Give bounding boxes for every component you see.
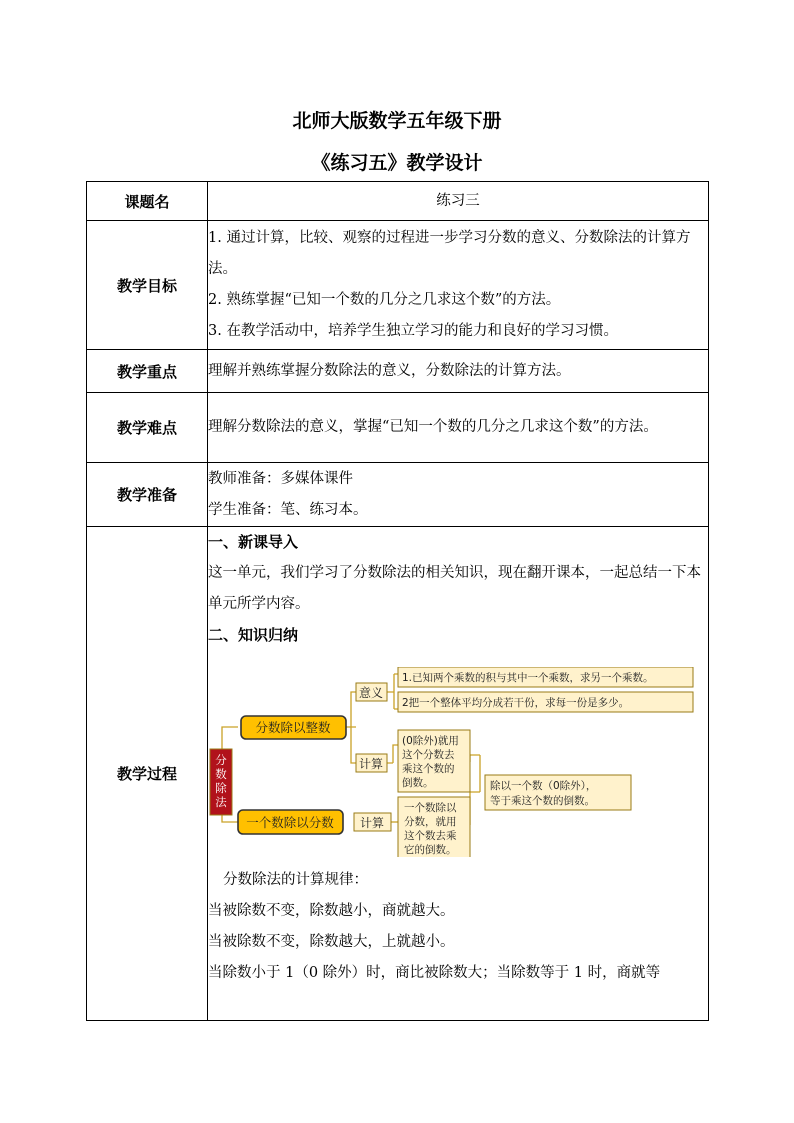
goal-item: 3. 在教学活动中，培养学生独立学习的能力和良好的学习习惯。 — [208, 323, 618, 339]
mindmap-calc2-line: 分数，就用 — [404, 816, 457, 828]
section-title: 二、知识归纳 — [208, 626, 299, 644]
prep-label: 教学准备 — [87, 463, 208, 527]
key-value: 理解并熟练掌握分数除法的意义，分数除法的计算方法。 — [208, 350, 709, 393]
goal-item: 2. 熟练掌握“已知一个数的几分之几求这个数”的方法。 — [208, 292, 561, 308]
lesson-plan-table — [86, 181, 709, 1021]
rule-item: 当除数小于 1（0 除外）时，商比被除数大；当除数等于 1 时，商就等 — [208, 965, 661, 981]
section-title: 一、新课导入 — [208, 533, 299, 551]
mindmap-root-char: 分 — [215, 753, 227, 767]
mindmap-branch-1-label: 分数除以整数 — [255, 720, 331, 735]
process-label: 教学过程 — [87, 527, 208, 1021]
topic-label: 课题名 — [87, 182, 208, 221]
table-row — [87, 463, 709, 527]
goal-item: 1. 通过计算，比较、观察的过程进一步学习分数的意义、分数除法的计算方法。 — [208, 230, 691, 277]
mindmap-calc2-label: 计算 — [359, 816, 385, 830]
mindmap-branch-2-label: 一个数除以分数 — [246, 815, 334, 830]
goals-cell — [208, 221, 709, 350]
table-row — [87, 182, 709, 221]
mindmap-calc-label: 计算 — [358, 757, 384, 771]
mindmap-root-char: 数 — [215, 767, 227, 781]
mindmap-meaning-label: 意义 — [358, 686, 384, 700]
rule-item: 当被除数不变，除数越小，商就越大。 — [208, 903, 455, 919]
difficulty-value: 理解分数除法的意义，掌握“已知一个数的几分之几求这个数”的方法。 — [208, 393, 709, 463]
knowledge-mindmap — [208, 667, 696, 857]
topic-value: 练习三 — [208, 182, 709, 221]
mindmap-root-char: 除 — [215, 781, 227, 795]
key-label: 教学重点 — [87, 350, 208, 393]
rule-item: 当被除数不变，除数越大，上就越小。 — [208, 934, 455, 950]
mindmap-calc-line: 这个分数去 — [402, 749, 455, 761]
mindmap-calc-line: 倒数。 — [402, 777, 434, 789]
mindmap-calc-line: 乘这个数的 — [402, 763, 455, 775]
document-subtitle: 《练习五》教学设计 — [311, 152, 483, 174]
difficulty-label: 教学难点 — [87, 393, 208, 463]
document-title: 北师大版数学五年级下册 — [292, 110, 502, 132]
mindmap-calc2-line: 这个数去乘 — [404, 830, 457, 842]
prep-cell — [208, 463, 709, 527]
process-cell — [208, 527, 709, 1021]
mindmap-calc-line: (0除外)就用 — [402, 735, 459, 747]
table-row — [87, 350, 709, 393]
mindmap-meaning-2: 2把一个整体平均分成若干份，求每一份是多少。 — [402, 697, 630, 709]
mindmap-meaning-1: 1.已知两个乘数的积与其中一个乘数，求另一个乘数。 — [402, 672, 654, 684]
prep-item: 教师准备：多媒体课件 — [208, 470, 353, 487]
goals-label: 教学目标 — [87, 221, 208, 350]
table-row — [87, 527, 709, 1021]
mindmap-root-char: 法 — [215, 795, 227, 809]
prep-item: 学生准备：笔、练习本。 — [208, 501, 368, 518]
mindmap-summary-line: 等于乘这个数的倒数。 — [490, 795, 595, 807]
table-row — [87, 393, 709, 463]
section-text: 这一单元，我们学习了分数除法的相关知识，现在翻开课本，一起总结一下本单元所学内容。 — [208, 565, 701, 612]
mindmap-summary-line: 除以一个数（0除外）， — [490, 780, 597, 792]
rules-intro: 分数除法的计算规律： — [223, 872, 368, 888]
mindmap-calc2-line: 一个数除以 — [404, 802, 457, 814]
table-row — [87, 221, 709, 350]
mindmap-calc2-line: 它的倒数。 — [404, 844, 457, 856]
